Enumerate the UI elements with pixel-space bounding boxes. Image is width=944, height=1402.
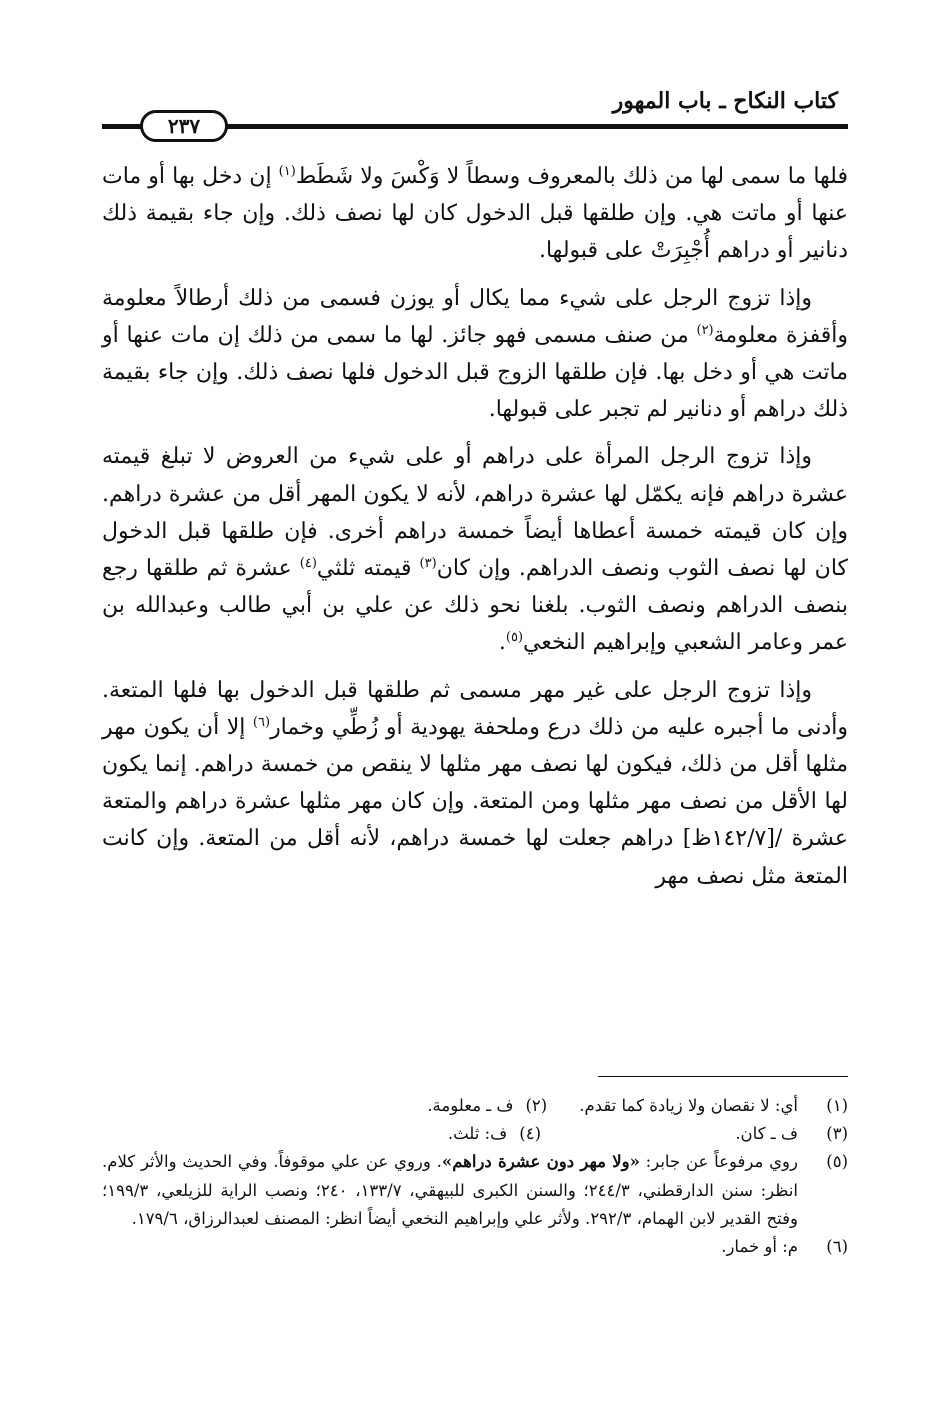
footnote-number: (٤) — [519, 1124, 541, 1144]
hadith-quote: «ولا مهر دون عشرة دراهم» — [441, 1152, 640, 1172]
footnote-text-part: روي مرفوعاً عن جابر: — [639, 1152, 798, 1172]
paragraph-text: . — [498, 630, 506, 656]
footnote-ref: (٢) — [696, 322, 714, 338]
footnote-ref: (٣) — [419, 556, 437, 572]
paragraph-text: إلا أن يكون مهر مثلها أقل من ذلك، فيكون لها نصف مهر مثلها لا ينقص من خمسة دراهم. إنما يكون لها الأقل من نصف مهر مثلها ومن المتعة. وإن كان مهر مثلها عشرة دراهم والمتعة عشرة /[١٤٢/٧ظ] دراهم جعلت لها خمسة دراهم، لأنه أقل من المتعة. وإن كانت المتعة مثل نصف مهر — [102, 714, 849, 889]
footnote-pair — [102, 1092, 798, 1120]
footnote-ref: (٥) — [505, 630, 524, 646]
paragraph-text: وإذا تزوج الرجل المرأة على دراهم أو على شيء من العروض لا تبلغ قيمته عشرة دراهم فإنه يكمّل لها عشرة دراهم، لأنه لا يكون المهر أقل من عشرة دراهم. وإن كان قيمته خمسة أعطاها أيضاً خمسة دراهم أخرى. فإن طلقها قبل الدخول كان لها نصف الثوب ونصف الدراهم. وإن كان — [102, 444, 849, 582]
footnotes — [102, 1092, 848, 1261]
footnote-pair — [102, 1120, 798, 1148]
footnote-row — [102, 1233, 848, 1261]
footnote-row — [102, 1120, 848, 1148]
page-number: ٢٣٧ — [140, 110, 228, 142]
paragraph — [102, 158, 848, 270]
paragraph-text: وإذا تزوج الرجل على شيء مما يكال أو يوزن فسمى من ذلك أرطالاً معلومة وأقفزة معلومة — [102, 285, 849, 348]
paragraph-text: قيمته ثلثي — [316, 556, 420, 582]
footnote-number: (٢) — [525, 1096, 548, 1115]
paragraph — [102, 280, 848, 429]
footnote-text-part: . وروي عن علي موقوفاً. وفي الحديث والأثر كلام. انظر: سنن الدارقطني، ٢٤٤/٣؛ والسنن الكبرى للبيهقي، ١٣٣/٧، ٢٤٠؛ ونصب الراية للزيلعي، ١٩٩/٣؛ وفتح القدير لابن الهمام، ٢٩٢/٣. ولأثر علي وإبراهيم النخعي أيضاً انظر: المصنف لعبدالرزاق، ١٧٩/٦. — [102, 1152, 798, 1228]
footnote-row — [102, 1092, 848, 1120]
footnote-number: (١) — [826, 1096, 848, 1115]
paragraph — [102, 672, 848, 895]
paragraph-text: عشرة ثم طلقها رجع بنصف الدراهم ونصف الثوب. بلغنا نحو ذلك عن علي بن أبي طالب وعبدالله بن عمر وعامر الشعبي وإبراهيم النخعي — [102, 556, 848, 656]
footnote-ref: (١) — [278, 164, 296, 179]
paragraph-text: إن دخل بها أو مات عنها أو ماتت هي. وإن طلقها قبل الدخول كان لها نصف ذلك. وإن جاء بقيمة ذلك دنانير أو دراهم أُجْبِرَتْ على قبولها. — [102, 164, 848, 264]
footnote-text: أي: لا نقصان ولا زيادة كما تقدم. — [579, 1096, 798, 1115]
footnote-separator — [598, 1076, 848, 1077]
paragraph-text: وإذا تزوج الرجل على غير مهر مسمى ثم طلقها قبل الدخول بها فلها المتعة. وأدنى ما أجبره عليه من ذلك درع وملحفة يهودية أو زُطِّي وخمار — [102, 677, 848, 740]
footnote-text: ف ـ معلومة. — [427, 1096, 514, 1115]
paragraph — [102, 438, 848, 661]
footnote-number: (٦) — [826, 1237, 848, 1257]
paragraph-text: فلها ما سمى لها من ذلك بالمعروف وسطاً لا وَكْسَ ولا شَطَط — [295, 164, 848, 189]
main-text — [102, 158, 848, 905]
footnote-text: ف ـ كان. — [735, 1124, 798, 1144]
paragraph-text: من صنف مسمى فهو جائز. لها ما سمى من ذلك إن مات عنها أو ماتت هي أو دخل بها. فإن طلقها الزوج قبل الدخول فلها نصف ذلك. وإن جاء بقيمة ذلك دراهم أو دنانير لم تجبر على قبولها. — [102, 322, 848, 423]
footnote-text: ف: ثلث. — [447, 1124, 508, 1144]
footnote-ref: (٤) — [299, 556, 317, 572]
footnote-text: م: أو خمار. — [721, 1237, 798, 1257]
footnote-ref: (٦) — [252, 714, 271, 730]
footnote-text — [102, 1148, 798, 1233]
footnote-number: (٣) — [826, 1124, 848, 1144]
chapter-title: كتاب النكاح ـ باب المهور — [612, 88, 838, 114]
footnote-row — [102, 1148, 848, 1233]
footnote-number: (٥) — [826, 1152, 848, 1172]
